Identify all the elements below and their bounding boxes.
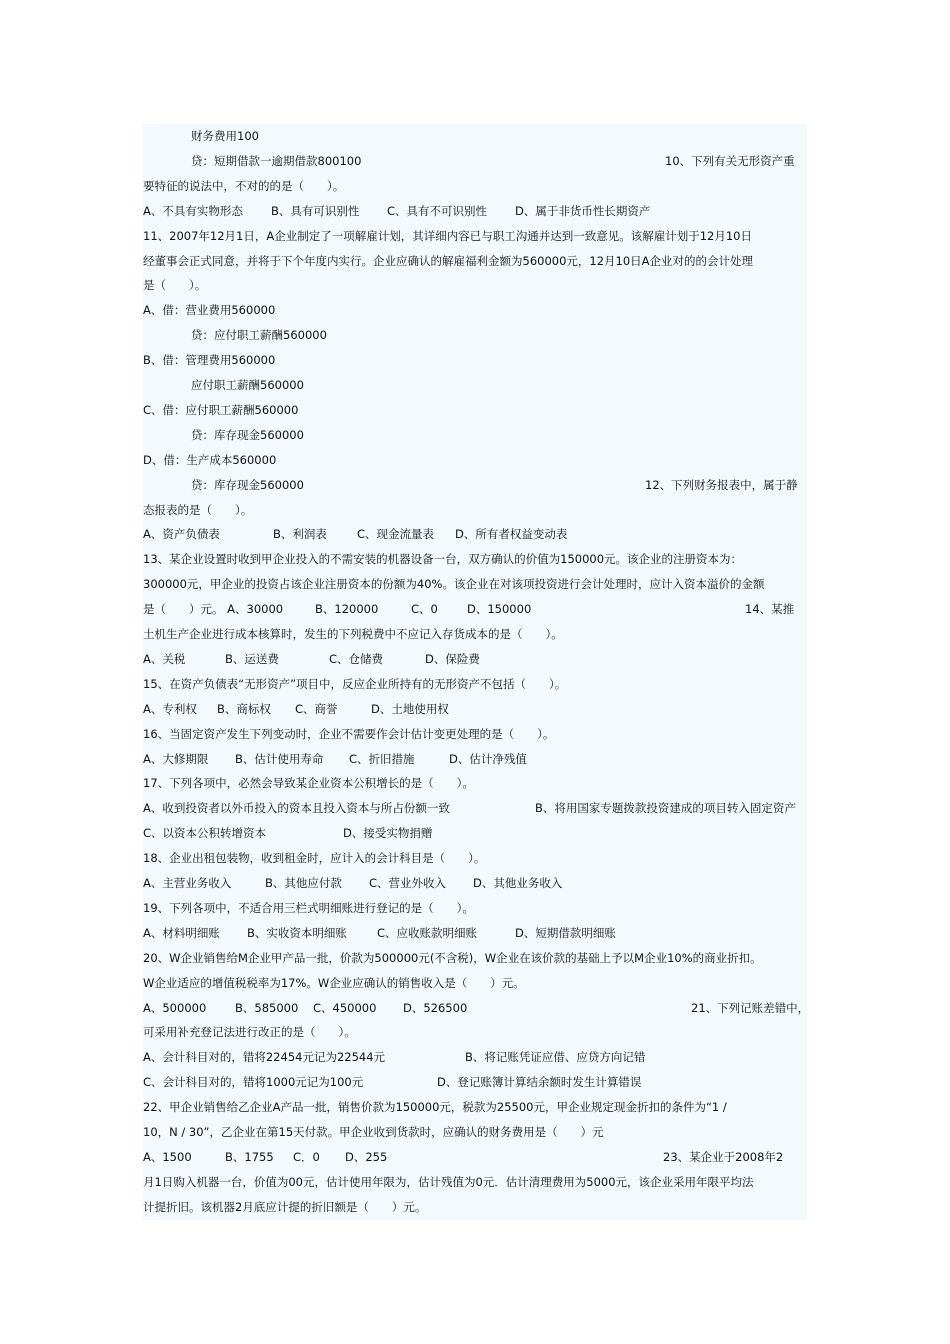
text-segment: 13、某企业设置时收到甲企业投入的不需安装的机器设备一台，双方确认的价值为150000元。该企业的注册资本为： — [143, 552, 743, 567]
text-segment: 态报表的是（ ）。 — [143, 502, 253, 517]
text-segment: C、会计科目对的，错将1000元记为100元 — [143, 1075, 364, 1090]
text-segment: 18、企业出租包装物，收到租金时，应计入的会计科目是（ ）。 — [143, 851, 486, 866]
text-segment: D、所有者权益变动表 — [455, 527, 568, 542]
text-line — [143, 200, 807, 222]
text-segment: B、运送费 — [225, 651, 279, 666]
text-segment: 要特征的说法中，不对的的是（ ）。 — [143, 178, 345, 193]
text-segment: C、借：应付职工薪酬560000 — [143, 402, 299, 417]
text-segment: D、526500 — [403, 1000, 468, 1015]
text-segment: D、255 — [345, 1149, 388, 1164]
text-segment: A、不具有实物形态 — [143, 203, 243, 218]
text-line — [143, 648, 807, 670]
text-segment: B、估计使用寿命 — [235, 751, 324, 766]
text-line — [143, 175, 807, 197]
text-line — [143, 125, 807, 147]
text-line — [143, 1096, 807, 1118]
text-segment: D、保险费 — [425, 651, 480, 666]
text-line — [143, 1171, 807, 1193]
text-segment: 300000元，甲企业的投资占该企业注册资本的份额为40%。该企业在对该项投资进行会计处理时，应计入资本溢价的金额 — [143, 577, 765, 592]
text-segment: D、估计净残值 — [449, 751, 527, 766]
text-line — [143, 299, 807, 321]
text-segment: 23、某企业于2008年2 — [663, 1149, 784, 1164]
text-segment: C、以资本公积转增资本 — [143, 826, 267, 841]
text-segment: A、1500 — [143, 1149, 192, 1164]
text-segment: 可采用补充登记法进行改正的是（ ）。 — [143, 1025, 356, 1040]
text-segment: A、会计科目对的，错将22454元记为22544元 — [143, 1050, 386, 1065]
text-line — [143, 797, 807, 819]
text-segment: 是（ ）。 — [143, 278, 207, 293]
text-segment: B、商标权 — [217, 701, 271, 716]
text-segment: C、具有不可识别性 — [387, 203, 488, 218]
text-segment: C．0 — [293, 1149, 320, 1164]
text-segment: B、585000 — [235, 1000, 299, 1015]
text-line — [143, 523, 807, 545]
text-segment: C、商誉 — [295, 701, 338, 716]
text-line — [143, 822, 807, 844]
text-segment: D、借：生产成本560000 — [143, 452, 277, 467]
text-segment: 经董事会正式同意，并将于下个年度内实行。企业应确认的解雇福利金额为560000元，12月10日A企业对的的会计处理 — [143, 253, 754, 268]
text-segment: D、土地使用权 — [371, 701, 449, 716]
text-segment: C、营业外收入 — [369, 876, 447, 890]
text-segment: A、500000 — [143, 1000, 207, 1015]
text-line — [143, 548, 807, 570]
text-segment: 17、下列各项中，必然会导致某企业资本公积增长的是（ ）。 — [143, 776, 474, 791]
text-segment: 10、下列有关无形资产重 — [665, 153, 795, 168]
text-segment: A、专利权 — [143, 701, 197, 716]
text-segment: B、具有可识别性 — [271, 203, 360, 218]
text-segment: 贷：应付职工薪酬560000 — [191, 328, 327, 343]
text-line — [143, 1046, 807, 1068]
text-line — [143, 474, 807, 496]
text-segment: D、150000 — [467, 602, 532, 617]
text-segment: D、登记账簿计算结余额时发生计算错误 — [437, 1075, 642, 1090]
text-segment: A、收到投资者以外币投入的资本且投入资本与所占份额一致 — [143, 801, 450, 816]
text-line — [143, 1121, 807, 1143]
text-line — [143, 274, 807, 296]
text-segment: 10，N / 30”，乙企业在第15天付款。甲企业收到货款时，应确认的财务费用是（ ）元 — [143, 1125, 604, 1139]
text-segment: 月1日购入机器一台，价值为00元，估计使用年限为，估计残值为0元．估计清理费用为5000元，该企业采用年限平均法 — [143, 1174, 754, 1189]
text-segment: B、120000 — [315, 602, 379, 617]
text-segment: 贷：库存现金560000 — [191, 477, 304, 492]
text-segment: 20、W企业销售给M企业甲产品一批，价款为500000元(不含税)，W企业在该价款的基础上予以M企业10%的商业折扣。 — [143, 950, 762, 965]
text-line — [143, 324, 807, 346]
text-line — [143, 847, 807, 869]
text-line — [143, 349, 807, 371]
text-segment: A、资产负债表 — [143, 527, 220, 542]
text-segment: 应付职工薪酬560000 — [191, 378, 304, 392]
text-segment: 财务费用100 — [191, 129, 259, 143]
text-segment: B、将用国家专题拨款投资建成的项目转入固定资产 — [535, 801, 796, 816]
text-line — [143, 972, 807, 994]
text-line — [143, 250, 807, 272]
text-line — [143, 374, 807, 396]
text-segment: D、短期借款明细账 — [515, 925, 616, 940]
document-content — [143, 124, 810, 1220]
text-segment: 12、下列财务报表中，属于静 — [645, 477, 798, 492]
text-segment: C、450000 — [313, 1000, 377, 1015]
text-segment: 是（ ）元。 A、30000 — [143, 602, 284, 617]
text-line — [143, 1071, 807, 1093]
text-line — [143, 1146, 807, 1168]
text-segment: A、关税 — [143, 651, 186, 666]
text-line — [143, 947, 807, 969]
text-line — [143, 872, 807, 894]
text-segment: W企业适应的增值税税率为17%。W企业应确认的销售收入是（ ）元。 — [143, 975, 525, 990]
text-segment: 11、2007年12月1日，A企业制定了一项解雇计划，其详细内容已与职工沟通并达到一致意见。该解雇计划于12月10日 — [143, 228, 752, 243]
text-segment: A、借：营业费用560000 — [143, 303, 276, 318]
text-segment: 14、某推 — [745, 602, 795, 617]
text-line — [143, 772, 807, 794]
text-segment: C、折旧措施 — [349, 751, 415, 766]
text-line — [143, 573, 807, 595]
text-line — [143, 698, 807, 720]
text-segment: C、现金流量表 — [357, 527, 435, 542]
text-segment: B、1755 — [225, 1149, 274, 1164]
text-segment: C、0 — [411, 602, 438, 617]
text-segment: D、属于非货币性长期资产 — [515, 203, 651, 218]
text-segment: A、大修期限 — [143, 751, 209, 766]
text-line — [143, 673, 807, 695]
text-segment: 16、当固定资产发生下列变动时，企业不需要作会计估计变更处理的是（ ）。 — [143, 726, 555, 741]
text-segment: A、主营业务收入 — [143, 876, 232, 890]
text-line — [143, 399, 807, 421]
text-line — [143, 997, 810, 1019]
text-segment: D、其他业务收入 — [473, 876, 563, 890]
text-segment: B、实收资本明细账 — [247, 925, 347, 940]
text-line — [143, 1196, 807, 1218]
text-line — [143, 1021, 807, 1043]
text-line — [143, 748, 807, 770]
text-line — [143, 499, 807, 521]
text-segment: 22、甲企业销售给乙企业A产品一批，销售价款为150000元，税款为25500元，甲企业规定现金折扣的条件为“1 / — [143, 1100, 727, 1115]
text-segment: 计提折旧。该机器2月底应计提的折旧额是（ ）元。 — [143, 1199, 427, 1214]
text-segment: B、将记账凭证应借、应贷方向记错 — [465, 1050, 646, 1065]
text-line — [143, 225, 807, 247]
text-segment: 15、在资产负债表“无形资产”项目中，反应企业所持有的无形资产不包括（ ）。 — [143, 676, 567, 691]
text-segment: 贷：库存现金560000 — [191, 427, 304, 442]
text-line — [143, 623, 807, 645]
text-line — [143, 723, 807, 745]
text-segment: C、仓储费 — [329, 651, 384, 666]
text-line — [143, 922, 807, 944]
text-segment: 21、下列记账差错中， — [691, 1000, 810, 1015]
text-segment: D、接受实物捐赠 — [343, 826, 433, 841]
text-line — [143, 449, 807, 471]
text-segment: B、利润表 — [273, 527, 327, 542]
text-line — [143, 897, 807, 919]
text-line — [143, 150, 807, 172]
text-segment: B、其他应付款 — [265, 876, 342, 890]
text-segment: C、应收账款明细账 — [377, 925, 478, 940]
text-segment: A、材料明细账 — [143, 925, 220, 940]
text-line — [143, 598, 807, 620]
text-segment: 土机生产企业进行成本核算时，发生的下列税费中不应记入存货成本的是（ ）。 — [143, 627, 563, 641]
text-segment: 19、下列各项中，不适合用三栏式明细账进行登记的是（ ）。 — [143, 900, 474, 915]
text-segment: B、借：管理费用560000 — [143, 353, 276, 368]
text-line — [143, 424, 807, 446]
text-segment: 贷：短期借款一逾期借款800100 — [191, 153, 362, 168]
